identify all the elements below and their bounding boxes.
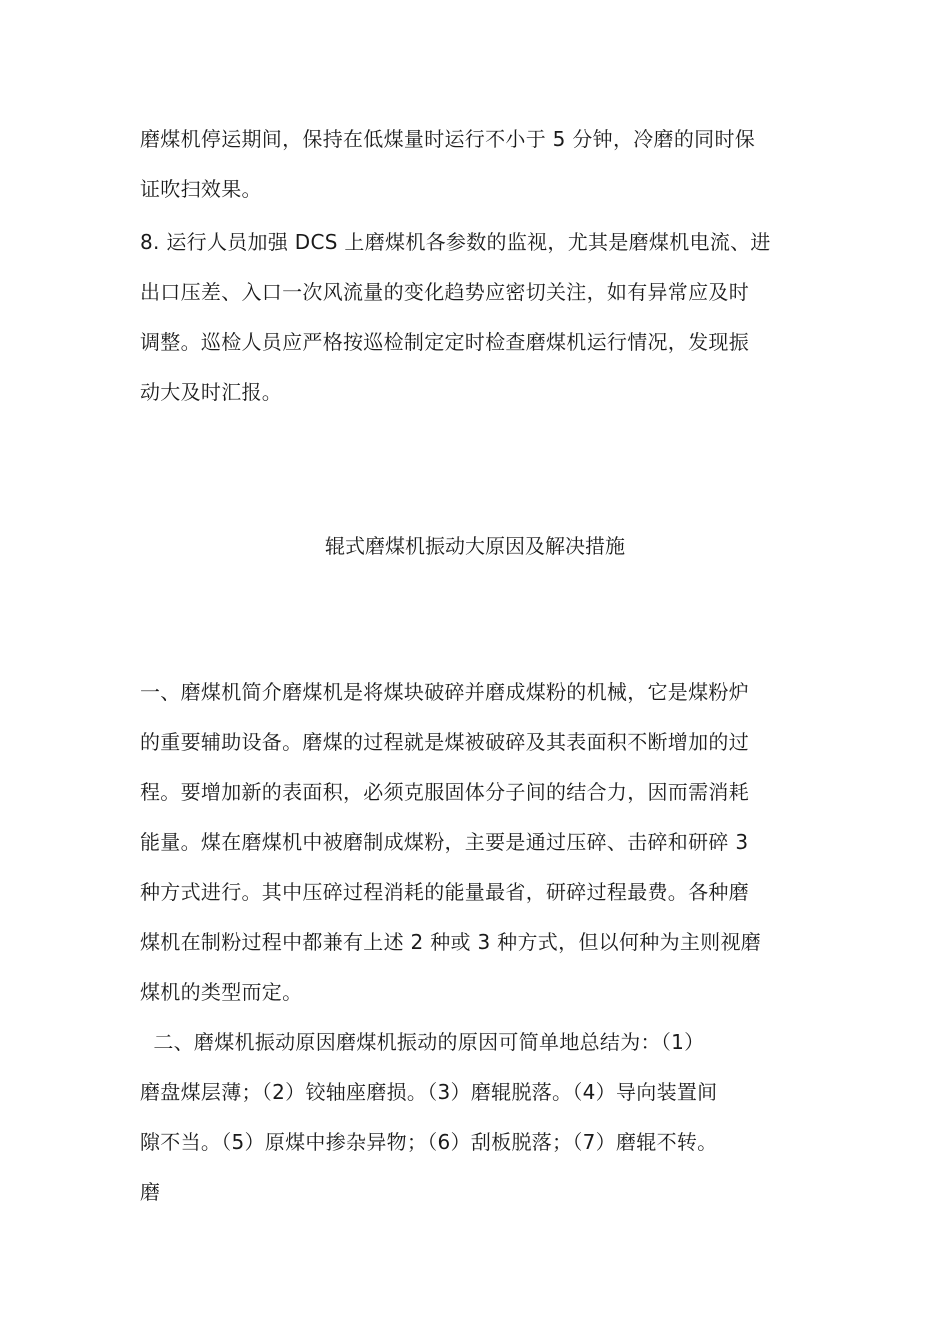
paragraph-line: 出口压差、入口一次风流量的变化趋势应密切关注，如有异常应及时 [140, 280, 749, 304]
paragraph-line: 煤机的类型而定。 [140, 980, 303, 1004]
paragraph-line: 磨煤机停运期间，保持在低煤量时运行不小于 5 分钟，冷磨的同时保 [140, 127, 756, 151]
paragraph-line: 的重要辅助设备。磨煤的过程就是煤被破碎及其表面积不断增加的过 [140, 730, 749, 754]
paragraph-line: 二、磨煤机振动原因磨煤机振动的原因可简单地总结为：（1） [140, 1030, 705, 1054]
paragraph-line: 8. 运行人员加强 DCS 上磨煤机各参数的监视，尤其是磨煤机电流、进 [140, 230, 771, 254]
paragraph-line: 磨 [140, 1180, 161, 1204]
paragraph-line: 隙不当。（5）原煤中掺杂异物；（6）刮板脱落；（7）磨辊不转。 [140, 1130, 718, 1154]
article-title: 辊式磨煤机振动大原因及解决措施 [325, 534, 625, 558]
paragraph-line: 程。要增加新的表面积，必须克服固体分子间的结合力，因而需消耗 [140, 780, 749, 804]
paragraph-line: 一、磨煤机简介磨煤机是将煤块破碎并磨成煤粉的机械，它是煤粉炉 [140, 680, 749, 704]
paragraph-line: 证吹扫效果。 [140, 177, 262, 201]
paragraph-line: 煤机在制粉过程中都兼有上述 2 种或 3 种方式，但以何种为主则视磨 [140, 930, 762, 954]
paragraph-line: 磨盘煤层薄；（2）铰轴座磨损。（3）磨辊脱落。（4）导向装置间 [140, 1080, 718, 1104]
paragraph-line: 能量。煤在磨煤机中被磨制成煤粉，主要是通过压碎、击碎和研碎 3 [140, 830, 749, 854]
paragraph-line: 种方式进行。其中压碎过程消耗的能量最省，研碎过程最费。各种磨 [140, 880, 749, 904]
paragraph-line: 动大及时汇报。 [140, 380, 283, 404]
paragraph-line: 调整。巡检人员应严格按巡检制定定时检查磨煤机运行情况，发现振 [140, 330, 749, 354]
